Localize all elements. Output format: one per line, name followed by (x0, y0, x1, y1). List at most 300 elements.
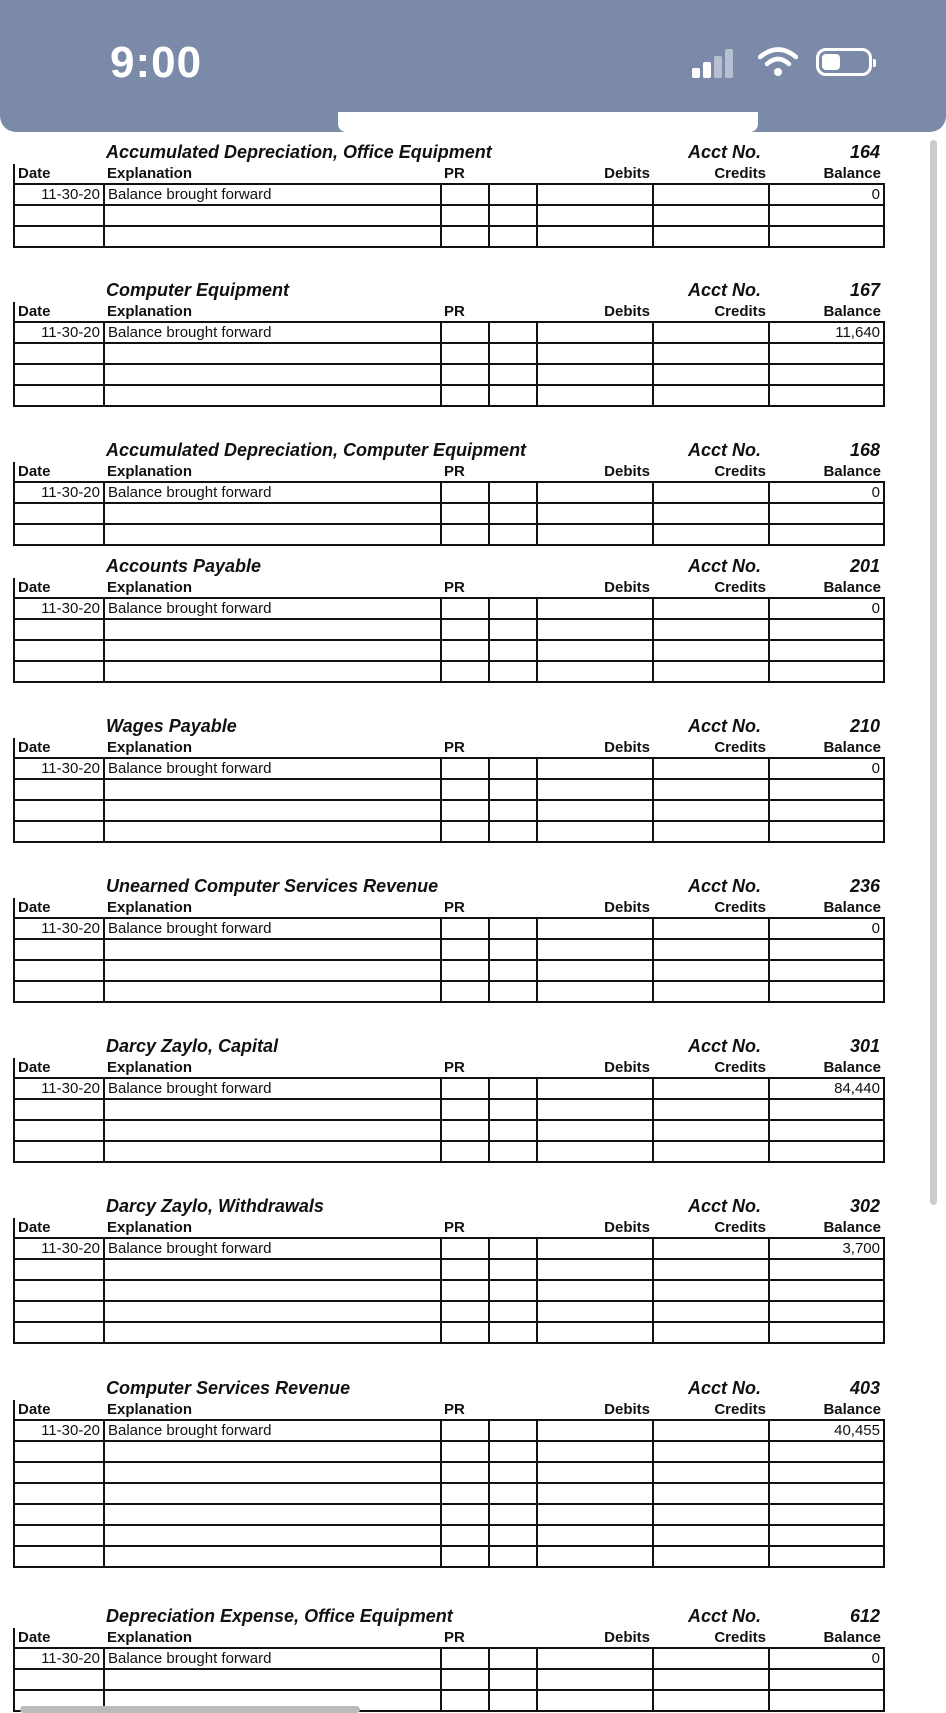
empty-cell[interactable] (489, 1301, 537, 1322)
empty-cell[interactable] (441, 619, 489, 640)
empty-cell[interactable] (441, 1259, 489, 1280)
empty-cell[interactable] (104, 1322, 441, 1343)
empty-cell[interactable] (769, 524, 884, 545)
empty-cell[interactable] (653, 1690, 769, 1711)
empty-cell[interactable] (489, 800, 537, 821)
empty-cell[interactable] (14, 1099, 104, 1120)
empty-cell[interactable] (537, 205, 653, 226)
empty-cell[interactable] (14, 981, 104, 1002)
empty-cell[interactable] (14, 1462, 104, 1483)
empty-cell[interactable] (104, 821, 441, 842)
empty-cell[interactable] (14, 939, 104, 960)
balance-cell[interactable]: 0 (769, 184, 884, 205)
empty-cell[interactable] (441, 1504, 489, 1525)
empty-cell[interactable] (653, 226, 769, 247)
empty-cell[interactable] (104, 1301, 441, 1322)
explanation-header: Explanation (104, 1058, 441, 1078)
empty-cell[interactable] (14, 1259, 104, 1280)
empty-cell[interactable] (537, 1462, 653, 1483)
empty-cell[interactable] (104, 1120, 441, 1141)
explanation-cell[interactable]: Balance brought forward (104, 322, 441, 343)
empty-cell[interactable] (769, 1120, 884, 1141)
balance-cell[interactable]: 0 (769, 918, 884, 939)
empty-cell[interactable] (653, 821, 769, 842)
empty-cell[interactable] (653, 524, 769, 545)
empty-cell[interactable] (489, 661, 537, 682)
empty-cell[interactable] (104, 1141, 441, 1162)
empty-cell[interactable] (441, 981, 489, 1002)
empty-cell[interactable] (769, 960, 884, 981)
empty-cell[interactable] (537, 1669, 653, 1690)
empty-cell[interactable] (489, 1690, 537, 1711)
blank-cell[interactable] (489, 918, 537, 939)
blank-cell[interactable] (489, 482, 537, 503)
pr-cell[interactable] (441, 184, 489, 205)
empty-cell[interactable] (769, 619, 884, 640)
empty-cell[interactable] (769, 1525, 884, 1546)
table-row (14, 1141, 884, 1162)
empty-cell[interactable] (653, 960, 769, 981)
empty-cell[interactable] (769, 205, 884, 226)
debits-header: Debits (537, 1628, 653, 1648)
blank-cell[interactable] (489, 184, 537, 205)
empty-cell[interactable] (653, 619, 769, 640)
account-title: Unearned Computer Services Revenue (106, 876, 439, 896)
empty-cell[interactable] (104, 939, 441, 960)
date-cell[interactable]: 11-30-20 (14, 482, 104, 503)
empty-cell[interactable] (653, 1099, 769, 1120)
empty-cell[interactable] (14, 1504, 104, 1525)
empty-cell[interactable] (104, 503, 441, 524)
empty-cell[interactable] (489, 640, 537, 661)
empty-cell[interactable] (104, 1525, 441, 1546)
empty-cell[interactable] (489, 960, 537, 981)
empty-cell[interactable] (14, 364, 104, 385)
credit-cell[interactable] (653, 482, 769, 503)
empty-cell[interactable] (441, 821, 489, 842)
empty-cell[interactable] (489, 1525, 537, 1546)
empty-cell[interactable] (653, 1504, 769, 1525)
empty-cell[interactable] (537, 779, 653, 800)
empty-cell[interactable] (441, 205, 489, 226)
pr-cell[interactable] (441, 482, 489, 503)
blank-cell[interactable] (489, 598, 537, 619)
empty-cell[interactable] (653, 1546, 769, 1567)
empty-cell[interactable] (489, 981, 537, 1002)
empty-cell[interactable] (14, 1483, 104, 1504)
empty-cell[interactable] (653, 1483, 769, 1504)
pr-cell[interactable] (441, 598, 489, 619)
date-cell[interactable]: 11-30-20 (14, 322, 104, 343)
empty-cell[interactable] (104, 640, 441, 661)
empty-cell[interactable] (653, 1141, 769, 1162)
empty-cell[interactable] (441, 1120, 489, 1141)
explanation-cell[interactable]: Balance brought forward (104, 1648, 441, 1669)
balance-cell[interactable]: 0 (769, 598, 884, 619)
empty-cell[interactable] (441, 1483, 489, 1504)
empty-cell[interactable] (537, 364, 653, 385)
empty-cell[interactable] (441, 1301, 489, 1322)
credit-cell[interactable] (653, 1648, 769, 1669)
empty-cell[interactable] (441, 1525, 489, 1546)
empty-cell[interactable] (769, 779, 884, 800)
empty-cell[interactable] (104, 981, 441, 1002)
empty-cell[interactable] (489, 364, 537, 385)
blank-cell[interactable] (489, 758, 537, 779)
empty-cell[interactable] (653, 1301, 769, 1322)
balance-cell[interactable]: 0 (769, 482, 884, 503)
blank-cell[interactable] (489, 1078, 537, 1099)
empty-cell[interactable] (653, 939, 769, 960)
empty-cell[interactable] (653, 364, 769, 385)
empty-cell[interactable] (104, 1546, 441, 1567)
empty-cell[interactable] (537, 981, 653, 1002)
empty-cell[interactable] (653, 640, 769, 661)
empty-cell[interactable] (441, 779, 489, 800)
empty-cell[interactable] (14, 640, 104, 661)
empty-cell[interactable] (537, 1259, 653, 1280)
empty-cell[interactable] (14, 226, 104, 247)
empty-cell[interactable] (489, 343, 537, 364)
empty-cell[interactable] (537, 1546, 653, 1567)
date-cell[interactable]: 11-30-20 (14, 1238, 104, 1259)
empty-cell[interactable] (14, 205, 104, 226)
empty-cell[interactable] (537, 1690, 653, 1711)
ledger-table (13, 1628, 885, 1712)
empty-cell[interactable] (104, 1099, 441, 1120)
debit-cell[interactable] (537, 918, 653, 939)
empty-cell[interactable] (104, 1280, 441, 1301)
empty-cell[interactable] (104, 205, 441, 226)
debit-cell[interactable] (537, 322, 653, 343)
empty-cell[interactable] (769, 1546, 884, 1567)
date-cell[interactable]: 11-30-20 (14, 1420, 104, 1441)
empty-cell[interactable] (441, 661, 489, 682)
empty-cell[interactable] (537, 939, 653, 960)
empty-cell[interactable] (14, 524, 104, 545)
credit-cell[interactable] (653, 1078, 769, 1099)
empty-cell[interactable] (104, 800, 441, 821)
horizontal-scrollbar[interactable] (20, 1706, 360, 1713)
empty-cell[interactable] (489, 1669, 537, 1690)
empty-cell[interactable] (14, 661, 104, 682)
date-cell[interactable]: 11-30-20 (14, 184, 104, 205)
credit-cell[interactable] (653, 1420, 769, 1441)
empty-cell[interactable] (441, 385, 489, 406)
empty-cell[interactable] (441, 1280, 489, 1301)
empty-cell[interactable] (489, 1504, 537, 1525)
debit-cell[interactable] (537, 184, 653, 205)
empty-cell[interactable] (441, 1546, 489, 1567)
empty-cell[interactable] (769, 364, 884, 385)
empty-cell[interactable] (14, 821, 104, 842)
empty-cell[interactable] (489, 1280, 537, 1301)
empty-cell[interactable] (104, 1441, 441, 1462)
balance-cell[interactable]: 0 (769, 758, 884, 779)
empty-cell[interactable] (537, 1120, 653, 1141)
date-cell[interactable]: 11-30-20 (14, 1078, 104, 1099)
empty-cell[interactable] (537, 385, 653, 406)
empty-cell[interactable] (653, 1441, 769, 1462)
debits-header: Debits (537, 738, 653, 758)
empty-cell[interactable] (769, 981, 884, 1002)
empty-cell[interactable] (441, 226, 489, 247)
explanation-cell[interactable]: Balance brought forward (104, 184, 441, 205)
empty-cell[interactable] (537, 1322, 653, 1343)
empty-cell[interactable] (769, 939, 884, 960)
empty-cell[interactable] (441, 1690, 489, 1711)
balance-cell[interactable]: 11,640 (769, 322, 884, 343)
blank-cell[interactable] (489, 1238, 537, 1259)
empty-cell[interactable] (537, 1301, 653, 1322)
empty-cell[interactable] (653, 1669, 769, 1690)
empty-cell[interactable] (441, 939, 489, 960)
empty-cell[interactable] (441, 1462, 489, 1483)
empty-cell[interactable] (537, 960, 653, 981)
empty-cell[interactable] (441, 1099, 489, 1120)
empty-cell[interactable] (104, 779, 441, 800)
empty-cell[interactable] (14, 1322, 104, 1343)
empty-cell[interactable] (441, 1441, 489, 1462)
balance-cell[interactable]: 0 (769, 1648, 884, 1669)
empty-cell[interactable] (653, 800, 769, 821)
empty-cell[interactable] (14, 1280, 104, 1301)
empty-cell[interactable] (537, 800, 653, 821)
empty-cell[interactable] (489, 1546, 537, 1567)
credit-cell[interactable] (653, 598, 769, 619)
empty-cell[interactable] (14, 619, 104, 640)
empty-cell[interactable] (104, 1669, 441, 1690)
explanation-cell[interactable]: Balance brought forward (104, 482, 441, 503)
empty-cell[interactable] (14, 960, 104, 981)
empty-cell[interactable] (441, 503, 489, 524)
empty-cell[interactable] (441, 640, 489, 661)
empty-cell[interactable] (489, 1259, 537, 1280)
empty-cell[interactable] (537, 640, 653, 661)
empty-cell[interactable] (537, 619, 653, 640)
empty-cell[interactable] (537, 226, 653, 247)
empty-cell[interactable] (769, 503, 884, 524)
empty-cell[interactable] (489, 226, 537, 247)
empty-cell[interactable] (537, 1441, 653, 1462)
empty-cell[interactable] (441, 343, 489, 364)
empty-cell[interactable] (104, 1259, 441, 1280)
empty-cell[interactable] (769, 343, 884, 364)
empty-cell[interactable] (489, 939, 537, 960)
empty-cell[interactable] (14, 343, 104, 364)
pr-cell[interactable] (441, 918, 489, 939)
pr-cell[interactable] (441, 1648, 489, 1669)
pr-cell[interactable] (441, 1078, 489, 1099)
empty-cell[interactable] (14, 1669, 104, 1690)
empty-cell[interactable] (537, 1525, 653, 1546)
empty-cell[interactable] (441, 960, 489, 981)
empty-cell[interactable] (104, 343, 441, 364)
empty-cell[interactable] (769, 1504, 884, 1525)
empty-cell[interactable] (14, 1141, 104, 1162)
empty-cell[interactable] (104, 385, 441, 406)
debit-cell[interactable] (537, 1648, 653, 1669)
empty-cell[interactable] (653, 1120, 769, 1141)
empty-cell[interactable] (769, 1322, 884, 1343)
account-title: Accounts Payable (106, 556, 262, 576)
empty-cell[interactable] (441, 800, 489, 821)
date-cell[interactable]: 11-30-20 (14, 918, 104, 939)
date-cell[interactable]: 11-30-20 (14, 1648, 104, 1669)
empty-cell[interactable] (769, 640, 884, 661)
empty-cell[interactable] (489, 1462, 537, 1483)
empty-cell[interactable] (104, 1483, 441, 1504)
empty-cell[interactable] (14, 1441, 104, 1462)
explanation-cell[interactable]: Balance brought forward (104, 598, 441, 619)
empty-cell[interactable] (653, 1525, 769, 1546)
empty-cell[interactable] (104, 1504, 441, 1525)
empty-cell[interactable] (653, 1322, 769, 1343)
explanation-cell[interactable]: Balance brought forward (104, 758, 441, 779)
credit-cell[interactable] (653, 918, 769, 939)
empty-cell[interactable] (653, 1259, 769, 1280)
empty-cell[interactable] (769, 1141, 884, 1162)
empty-cell[interactable] (489, 1099, 537, 1120)
pr-cell[interactable] (441, 1238, 489, 1259)
vertical-scrollbar[interactable] (930, 140, 937, 1205)
empty-cell[interactable] (489, 1483, 537, 1504)
empty-cell[interactable] (769, 1483, 884, 1504)
empty-cell[interactable] (769, 1301, 884, 1322)
empty-cell[interactable] (489, 503, 537, 524)
table-row (14, 205, 884, 226)
debit-cell[interactable] (537, 598, 653, 619)
blank-cell[interactable] (489, 1648, 537, 1669)
empty-cell[interactable] (104, 1462, 441, 1483)
empty-cell[interactable] (537, 343, 653, 364)
debit-cell[interactable] (537, 1420, 653, 1441)
empty-cell[interactable] (14, 1525, 104, 1546)
balance-cell[interactable]: 84,440 (769, 1078, 884, 1099)
explanation-cell[interactable]: Balance brought forward (104, 1238, 441, 1259)
empty-cell[interactable] (441, 364, 489, 385)
empty-cell[interactable] (14, 1301, 104, 1322)
empty-cell[interactable] (537, 1280, 653, 1301)
empty-cell[interactable] (489, 1141, 537, 1162)
empty-cell[interactable] (537, 1099, 653, 1120)
empty-cell[interactable] (14, 1120, 104, 1141)
blank-cell[interactable] (489, 1420, 537, 1441)
debit-cell[interactable] (537, 758, 653, 779)
empty-cell[interactable] (653, 343, 769, 364)
empty-cell[interactable] (653, 1280, 769, 1301)
empty-cell[interactable] (769, 1690, 884, 1711)
explanation-cell[interactable]: Balance brought forward (104, 1078, 441, 1099)
empty-cell[interactable] (537, 821, 653, 842)
credit-cell[interactable] (653, 1238, 769, 1259)
balance-cell[interactable]: 40,455 (769, 1420, 884, 1441)
empty-cell[interactable] (14, 800, 104, 821)
empty-cell[interactable] (769, 821, 884, 842)
empty-cell[interactable] (14, 503, 104, 524)
empty-cell[interactable] (489, 1322, 537, 1343)
empty-cell[interactable] (489, 205, 537, 226)
empty-cell[interactable] (441, 1141, 489, 1162)
empty-cell[interactable] (489, 779, 537, 800)
empty-cell[interactable] (441, 1669, 489, 1690)
empty-cell[interactable] (104, 661, 441, 682)
empty-cell[interactable] (104, 364, 441, 385)
empty-cell[interactable] (653, 385, 769, 406)
empty-cell[interactable] (14, 1546, 104, 1567)
empty-cell[interactable] (769, 661, 884, 682)
table-row (14, 1441, 884, 1462)
blank-cell[interactable] (489, 322, 537, 343)
empty-cell[interactable] (489, 1441, 537, 1462)
ledger-table (13, 578, 885, 683)
empty-cell[interactable] (769, 1441, 884, 1462)
empty-cell[interactable] (537, 1504, 653, 1525)
explanation-cell[interactable]: Balance brought forward (104, 1420, 441, 1441)
empty-cell[interactable] (537, 1483, 653, 1504)
empty-cell[interactable] (769, 1259, 884, 1280)
empty-cell[interactable] (537, 661, 653, 682)
empty-cell[interactable] (769, 1669, 884, 1690)
empty-cell[interactable] (769, 1462, 884, 1483)
date-cell[interactable]: 11-30-20 (14, 758, 104, 779)
empty-cell[interactable] (653, 779, 769, 800)
empty-cell[interactable] (14, 385, 104, 406)
empty-cell[interactable] (489, 385, 537, 406)
empty-cell[interactable] (489, 1120, 537, 1141)
date-cell[interactable]: 11-30-20 (14, 598, 104, 619)
debit-cell[interactable] (537, 1078, 653, 1099)
empty-cell[interactable] (537, 1141, 653, 1162)
empty-cell[interactable] (104, 619, 441, 640)
pr-cell[interactable] (441, 1420, 489, 1441)
empty-cell[interactable] (104, 960, 441, 981)
pr-cell[interactable] (441, 322, 489, 343)
empty-cell[interactable] (489, 619, 537, 640)
credit-cell[interactable] (653, 758, 769, 779)
empty-cell[interactable] (769, 226, 884, 247)
empty-cell[interactable] (769, 1099, 884, 1120)
empty-cell[interactable] (769, 385, 884, 406)
empty-cell[interactable] (537, 524, 653, 545)
credit-cell[interactable] (653, 184, 769, 205)
date-header: Date (14, 738, 104, 758)
balance-cell[interactable]: 3,700 (769, 1238, 884, 1259)
empty-cell[interactable] (489, 821, 537, 842)
empty-cell[interactable] (653, 503, 769, 524)
empty-cell[interactable] (653, 981, 769, 1002)
empty-cell[interactable] (14, 779, 104, 800)
empty-cell[interactable] (769, 800, 884, 821)
debits-header: Debits (537, 1058, 653, 1078)
credit-cell[interactable] (653, 322, 769, 343)
table-row (14, 343, 884, 364)
pr-cell[interactable] (441, 758, 489, 779)
empty-cell[interactable] (653, 661, 769, 682)
empty-cell[interactable] (537, 503, 653, 524)
empty-cell[interactable] (769, 1280, 884, 1301)
debit-cell[interactable] (537, 1238, 653, 1259)
explanation-cell[interactable]: Balance brought forward (104, 918, 441, 939)
empty-cell[interactable] (441, 1322, 489, 1343)
empty-cell[interactable] (104, 226, 441, 247)
empty-cell[interactable] (653, 1462, 769, 1483)
empty-cell[interactable] (489, 524, 537, 545)
debit-cell[interactable] (537, 482, 653, 503)
empty-cell[interactable] (653, 205, 769, 226)
empty-cell[interactable] (441, 524, 489, 545)
empty-cell[interactable] (104, 524, 441, 545)
